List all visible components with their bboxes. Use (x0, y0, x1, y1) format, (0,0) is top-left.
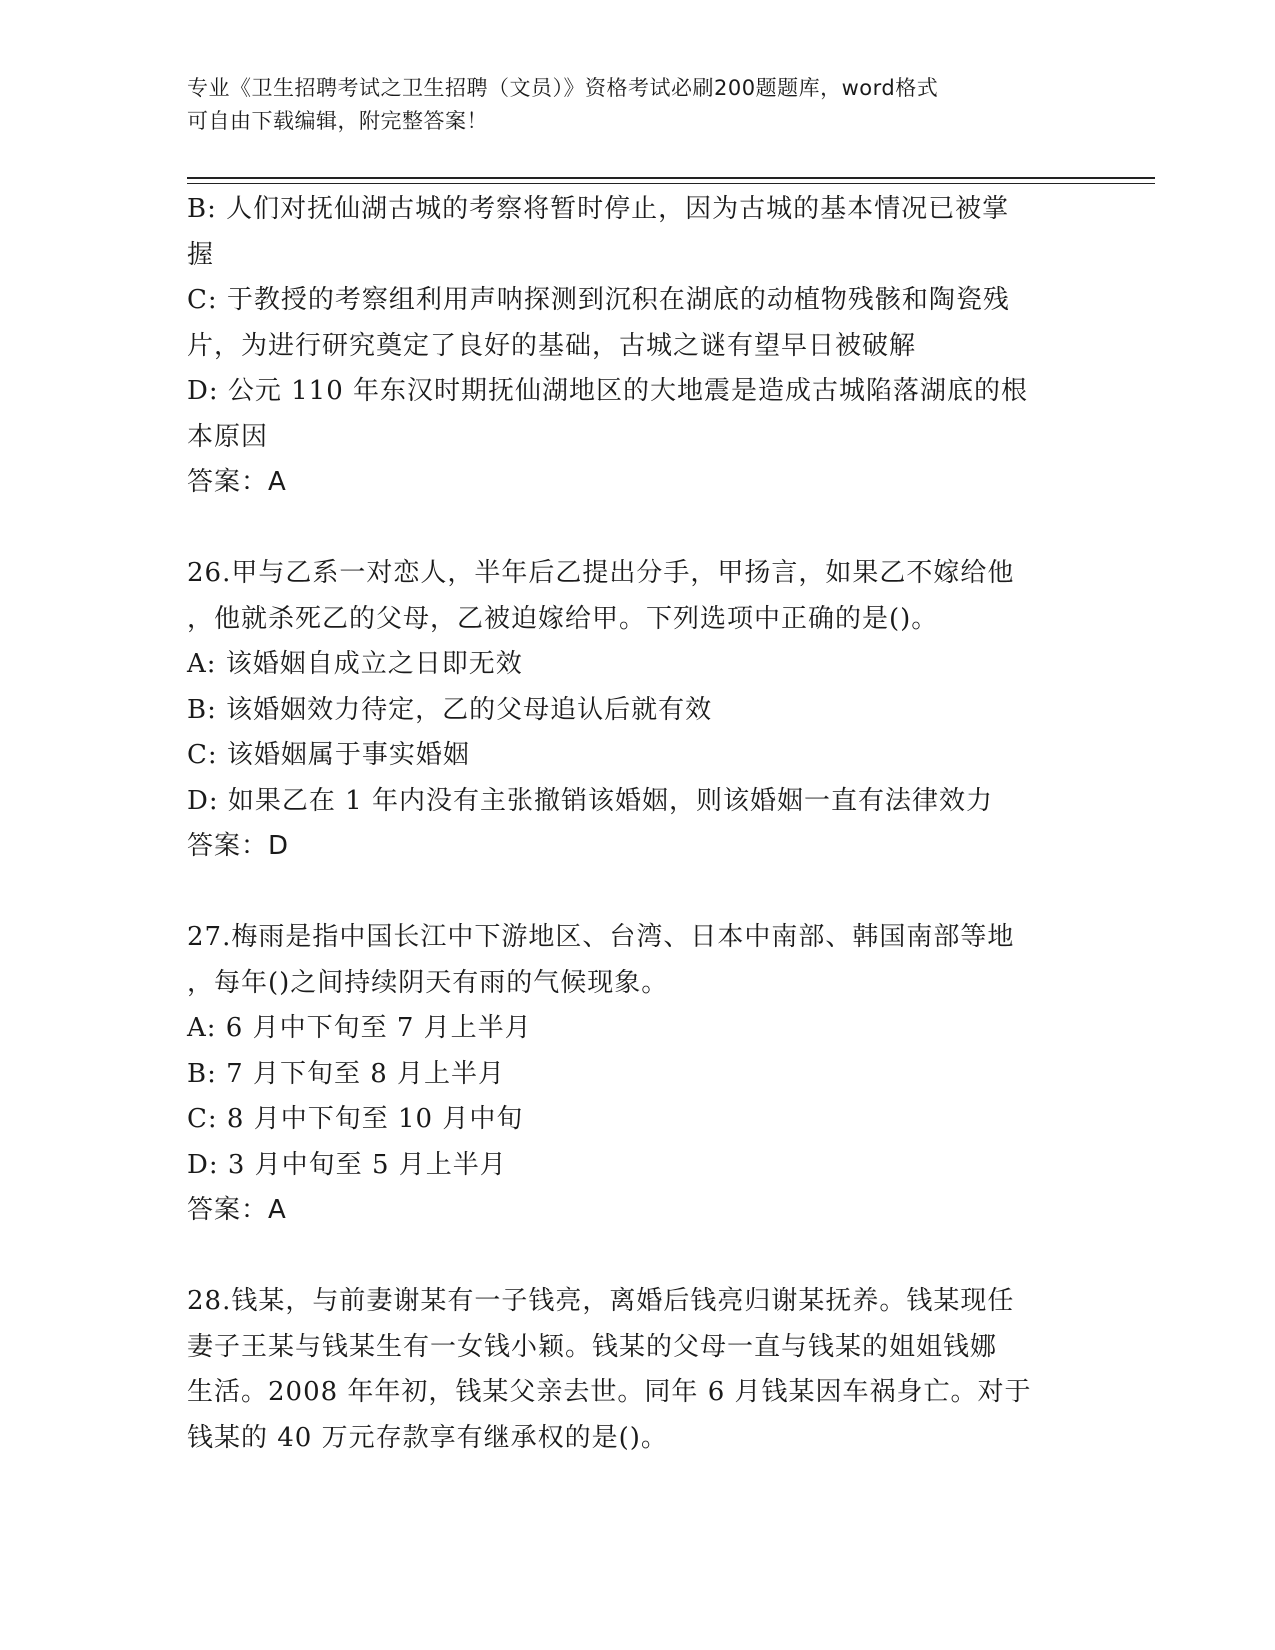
option-a: A: 该婚姻自成立之日即无效 (187, 649, 523, 679)
option-b-line1: B: 人们对抚仙湖古城的考察将暂时停止，因为古城的基本情况已被掌 (187, 194, 1010, 224)
question-text-line3: 生活。2008 年年初，钱某父亲去世。同年 6 月钱某因车祸身亡。对于 (187, 1377, 1032, 1407)
question-27 (187, 915, 1087, 1234)
question-text-line2: ，他就杀死乙的父母，乙被迫嫁给甲。下列选项中正确的是()。 (187, 603, 939, 634)
option-d: D: 如果乙在 1 年内没有主张撤销该婚姻，则该婚姻一直有法律效力 (187, 785, 993, 816)
header-rule-thin (187, 183, 1155, 184)
question-content (187, 187, 1087, 1461)
header-rule-thick (187, 177, 1155, 179)
question-text-line1: 26.甲与乙系一对恋人，半年后乙提出分手，甲扬言，如果乙不嫁给他 (187, 558, 1015, 588)
question-25-tail (187, 187, 1087, 506)
option-b: B: 该婚姻效力待定，乙的父母追认后就有效 (187, 694, 713, 725)
answer-line: 答案：D (187, 831, 290, 861)
option-b-line2: 握 (187, 239, 215, 270)
answer-line: 答案：A (187, 467, 287, 497)
spacer (187, 1234, 1087, 1280)
header-title-line1: 专业《卫生招聘考试之卫生招聘（文员）》资格考试必刷200题题库，word格式 (187, 76, 939, 100)
question-text-line2: ，每年()之间持续阴天有雨的气候现象。 (187, 967, 669, 998)
option-b: B: 7 月下旬至 8 月上半月 (187, 1058, 506, 1089)
option-c: C: 该婚姻属于事实婚姻 (187, 740, 470, 770)
question-26 (187, 551, 1087, 870)
option-c-line1: C: 于教授的考察组利用声呐探测到沉积在湖底的动植物残骸和陶瓷残 (187, 285, 1010, 315)
spacer (187, 870, 1087, 916)
question-text-line4: 钱某的 40 万元存款享有继承权的是()。 (187, 1422, 668, 1453)
header-title-line2: 可自由下载编辑，附完整答案！ (187, 109, 488, 133)
page-header (187, 72, 1067, 138)
option-c: C: 8 月中下旬至 10 月中旬 (187, 1104, 524, 1134)
answer-line: 答案：A (187, 1195, 287, 1225)
option-d-line1: D: 公元 110 年东汉时期抚仙湖地区的大地震是造成古城陷落湖底的根 (187, 376, 1029, 406)
spacer (187, 506, 1087, 552)
question-28 (187, 1279, 1087, 1461)
question-text-line1: 28.钱某，与前妻谢某有一子钱亮，离婚后钱亮归谢某抚养。钱某现任 (187, 1286, 1015, 1316)
option-c-line2: 片，为进行研究奠定了良好的基础，古城之谜有望早日被破解 (187, 330, 917, 361)
option-a: A: 6 月中下旬至 7 月上半月 (187, 1013, 532, 1043)
option-d: D: 3 月中旬至 5 月上半月 (187, 1149, 507, 1180)
question-text-line2: 妻子王某与钱某生有一女钱小颖。钱某的父母一直与钱某的姐姐钱娜 (187, 1331, 998, 1362)
option-d-line2: 本原因 (187, 421, 269, 452)
question-text-line1: 27.梅雨是指中国长江中下游地区、台湾、日本中南部、韩国南部等地 (187, 922, 1015, 952)
